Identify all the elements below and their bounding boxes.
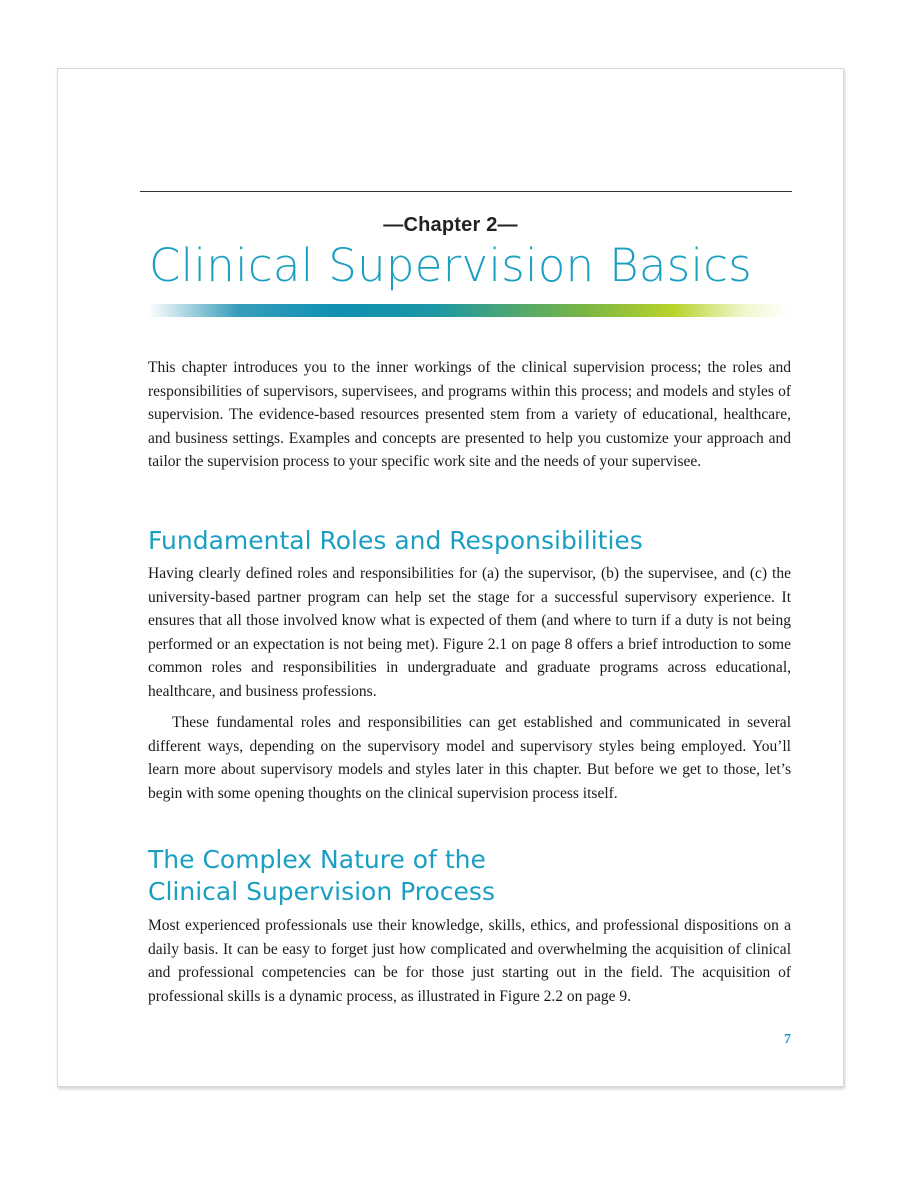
heading-line-2: Clinical Supervision Process	[148, 877, 495, 906]
section-heading-roles: Fundamental Roles and Responsibilities	[148, 526, 643, 555]
roles-paragraph-1: Having clearly defined roles and responsibilities for (a) the supervisor, (b) the supervisee, and (c) the university-based partner program can help set the stage for a successful supervisory experience. It ensures that all those involved know what is expected of them (and where to turn if a duty is not being performed or an expectation is not being met). Figure 2.1 on page 8 offers a brief introduction to some common roles and responsibilities in undergraduate and graduate programs across educational, healthcare, and business professions.	[148, 565, 791, 700]
top-rule	[140, 191, 792, 192]
roles-paragraph-2: These fundamental roles and responsibilities can get established and communicated in several different ways, depending on the supervisory model and supervisory styles being employed. You’ll learn more about supervisory models and styles later in this chapter. But before we get to those, let’s begin with some opening thoughts on the clinical supervision process itself.	[148, 714, 791, 802]
section-heading-complex-nature	[148, 844, 791, 908]
heading-line-1: The Complex Nature of the	[148, 845, 486, 874]
title-gradient-bar	[148, 304, 788, 317]
chapter-label: —Chapter 2—	[383, 214, 518, 236]
page-number: 7	[784, 1032, 791, 1047]
intro-paragraph: This chapter introduces you to the inner workings of the clinical supervision process; the roles and responsibilities of supervisors, supervisees, and programs within this process; and models and styles of supervision. The evidence-based resources presented stem from a variety of educational, healthcare, and business settings. Examples and concepts are presented to help you customize your approach and tailor the supervision process to your specific work site and the needs of your supervisee.	[148, 359, 791, 470]
chapter-title: Clinical Supervision Basics	[148, 239, 753, 292]
document-page	[57, 68, 844, 1087]
complex-nature-paragraph: Most experienced professionals use their knowledge, skills, ethics, and professional dispositions on a daily basis. It can be easy to forget just how complicated and overwhelming the acquisition of clinical and professional competencies can be for those just starting out in the field. The acquisition of professional skills is a dynamic process, as illustrated in Figure 2.2 on page 9.	[148, 917, 791, 1005]
